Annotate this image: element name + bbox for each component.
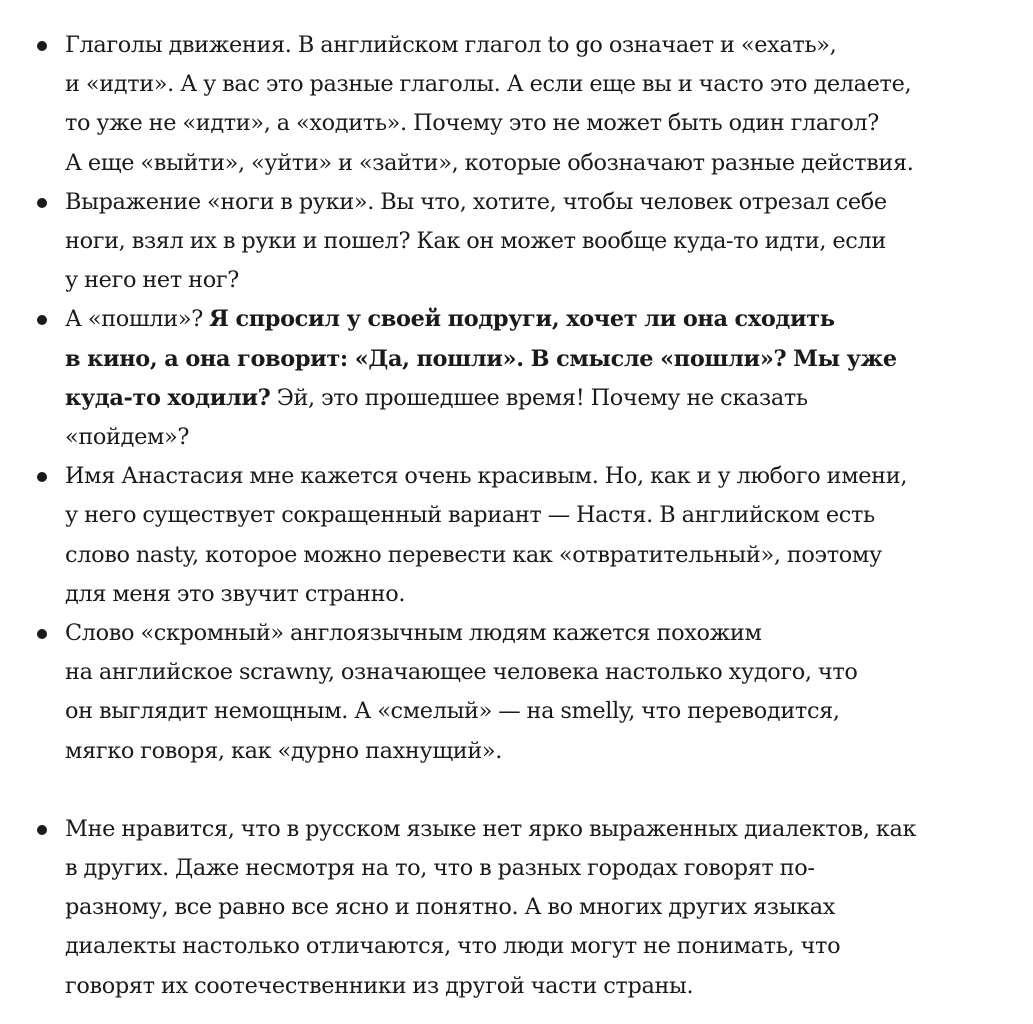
bold-text-segment: Я спросил у своей подруги, хочет ли она сходить [209,306,835,333]
text-line [65,810,999,849]
bullet-dot-icon [37,472,47,482]
text-line [65,692,999,731]
bullet-dot-icon [37,198,47,208]
text-segment: то уже не «идти», а «ходить». Почему это не может быть один глагол? [65,110,879,137]
text-segment: «пойдем»? [65,424,190,451]
text-segment: для меня это звучит странно. [65,580,406,607]
text-line [65,653,999,692]
text-segment: у него существует сокращенный вариант — Настя. В английском есть [65,502,875,529]
text-segment: у него нет ног? [65,267,239,294]
list-item [0,810,1033,1006]
text-segment: А еще «выйти», «уйти» и «зайти», которые обозначают разные действия. [65,149,914,176]
text-segment: Слово «скромный» англоязычным людям кажется похожим [65,620,762,647]
text-line [65,536,999,575]
text-line [65,104,999,143]
text-line [65,340,999,379]
text-segment: на английское scrawny, означающее человека настолько худого, что [65,659,858,686]
text-line [65,26,999,65]
text-line [65,927,999,966]
list-item [0,457,1033,614]
bullet-list [0,26,1033,1006]
text-line [65,379,999,418]
text-line [65,849,999,888]
bullet-dot-icon [37,315,47,325]
bold-text-segment: куда-то ходили? [65,384,271,411]
bullet-dot-icon [37,629,47,639]
text-segment: Мне нравится, что в русском языке нет ярко выраженных диалектов, как [65,815,917,842]
text-line [65,575,999,614]
text-segment: Имя Анастасия мне кажется очень красивым. Но, как и у любого имени, [65,463,908,490]
text-line [65,183,999,222]
text-segment: он выглядит немощным. А «смелый» — на smelly, что переводится, [65,698,840,725]
list-item [0,614,1033,771]
text-line [65,496,999,535]
bullet-dot-icon [37,41,47,51]
text-line [65,614,999,653]
text-segment: Эй, это прошедшее время! Почему не сказать [270,384,808,411]
list-item [0,300,1033,457]
text-segment: Глаголы движения. В английском глагол to go означает и «ехать», [65,32,837,58]
document-body [0,26,1033,1006]
text-segment: слово nasty, которое можно перевести как «отвратительный», поэтому [65,541,882,568]
text-segment: говорят их соотечественники из другой части страны. [65,972,694,999]
text-line [65,967,999,1006]
text-line [65,457,999,496]
text-segment: Выражение «ноги в руки». Вы что, хотите, чтобы человек отрезал себе [65,188,887,215]
bold-text-segment: в кино, а она говорит: «Да, пошли». В смысле «пошли»? Мы уже [65,345,897,372]
text-segment: мягко говоря, как «дурно пахнущий». [65,737,503,764]
text-segment: ноги, взял их в руки и пошел? Как он может вообще куда-то идти, если [65,228,886,255]
text-line [65,732,999,771]
text-line [65,144,999,183]
text-segment: А «пошли»? [65,306,210,333]
text-line [65,418,999,457]
list-item [0,183,1033,301]
text-line [65,65,999,104]
text-segment: и «идти». А у вас это разные глаголы. А если еще вы и часто это делаете, [65,71,912,98]
text-line [65,261,999,300]
text-segment: в других. Даже несмотря на то, что в разных городах говорят по- [65,855,815,882]
text-line [65,888,999,927]
list-item [0,26,1033,183]
text-segment: диалекты настолько отличаются, что люди могут не понимать, что [65,933,841,960]
text-line [65,222,999,261]
bullet-dot-icon [37,825,47,835]
text-segment: разному, все равно все ясно и понятно. А во многих других языках [65,894,836,921]
text-line [65,300,999,339]
